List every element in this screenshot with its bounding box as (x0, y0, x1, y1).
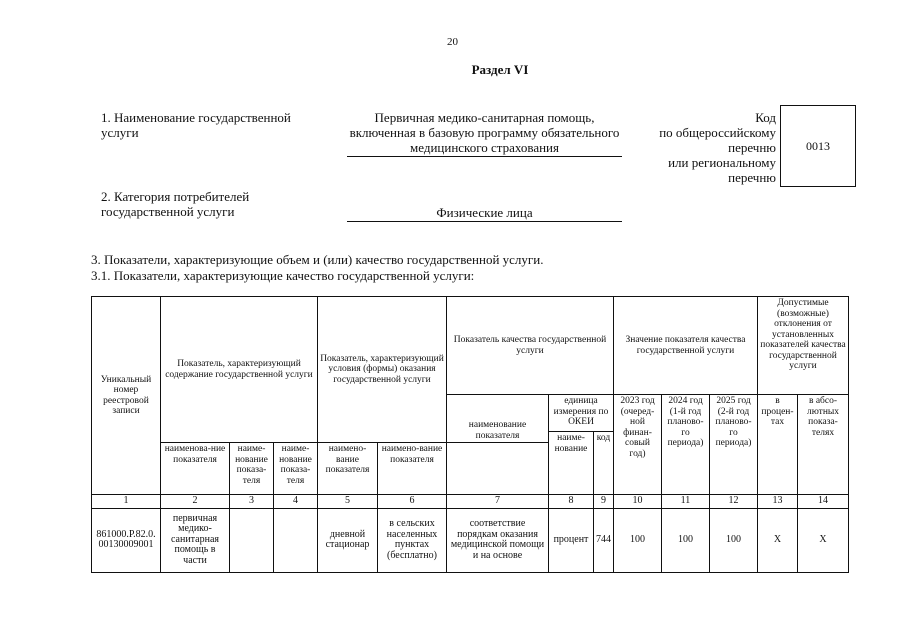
col-number: 6 (378, 495, 447, 509)
service-name-value: Первичная медико-санитарная помощь, включенная в базовую программу обязательного медицинского страхования (347, 110, 622, 157)
cell-value-2023: 100 (614, 508, 662, 572)
cell-unit-name: процент (549, 508, 594, 572)
header-sub-name-5: наимено-вание показателя (318, 443, 378, 495)
consumer-category-label: 2. Категория потребителей государственной услуги (101, 189, 250, 219)
header-indicator-name-cont (447, 443, 549, 495)
header-indicator-name: наименование показателя (447, 395, 549, 443)
header-year-2025: 2025 год (2-й год планово-го периода) (710, 395, 758, 495)
header-absolute: в абсо-лютных показа-телях (798, 395, 849, 495)
col-number: 9 (594, 495, 614, 509)
table-row (92, 508, 849, 572)
col-number: 7 (447, 495, 549, 509)
header-unit-name: наиме-нование (549, 432, 594, 495)
consumer-category-value: Физические лица (347, 205, 622, 222)
cell-unit-code: 744 (594, 508, 614, 572)
col-number: 3 (230, 495, 274, 509)
cell-value-2024: 100 (662, 508, 710, 572)
cell-content-3 (274, 508, 318, 572)
header-conditions-indicator: Показатель, характеризующий условия (формы) оказания государственной услуги (318, 297, 447, 443)
heading-3-1: 3.1. Показатели, характеризующие качество государственной услуги: (91, 268, 475, 283)
header-year-2023: 2023 год (очеред-ной финан-совый год) (614, 395, 662, 495)
header-okei-unit: единица измерения по ОКЕИ (549, 395, 614, 432)
col-number: 4 (274, 495, 318, 509)
code-value: 0013 (806, 138, 830, 153)
col-number: 5 (318, 495, 378, 509)
header-allowed-deviation: Допустимые (возможные) отклонения от установленных показателей качества государственной услуги (758, 297, 849, 395)
quality-indicators-table (91, 296, 849, 573)
header-percent: в процен-тах (758, 395, 798, 495)
col-number: 13 (758, 495, 798, 509)
header-sub-name-3: наиме-нование показа-теля (274, 443, 318, 495)
header-content-indicator: Показатель, характеризующий содержание государственной услуги (161, 297, 318, 443)
col-number: 8 (549, 495, 594, 509)
service-name-label: 1. Наименование государственной услуги (101, 110, 291, 140)
code-label-line: перечню (728, 170, 776, 185)
code-box (780, 105, 856, 187)
col-number: 2 (161, 495, 230, 509)
heading-3: 3. Показатели, характеризующие объем и (или) качество государственной услуги. (91, 252, 544, 267)
cell-condition-2: в сельских населенных пунктах (бесплатно) (378, 508, 447, 572)
page-number: 20 (447, 36, 458, 48)
cell-condition-1: дневной стационар (318, 508, 378, 572)
code-label-line: по общероссийскому (659, 125, 776, 140)
cell-value-2025: 100 (710, 508, 758, 572)
col-number: 10 (614, 495, 662, 509)
col-number: 12 (710, 495, 758, 509)
cell-content-2 (230, 508, 274, 572)
cell-deviation-percent: Х (758, 508, 798, 572)
section-title: Раздел VI (471, 62, 529, 77)
header-sub-name-6: наимено-вание показателя (378, 443, 447, 495)
col-number: 11 (662, 495, 710, 509)
indicators-heading (91, 252, 791, 284)
header-unique-number: Уникальный номер реестровой записи (92, 297, 161, 495)
cell-registry-number: 861000.Р.82.0.00130009001 (92, 508, 161, 572)
code-label-line: перечню (728, 140, 776, 155)
header-quality-indicator: Показатель качества государственной услуги (447, 297, 614, 395)
header-quality-values: Значение показателя качества государственной услуги (614, 297, 758, 395)
col-number: 14 (798, 495, 849, 509)
header-unit-code: код (594, 432, 614, 495)
col-number: 1 (92, 495, 161, 509)
cell-indicator-name: соответствие порядкам оказания медицинской помощи и на основе (447, 508, 549, 572)
code-label-line: или региональному (668, 155, 776, 170)
code-label (608, 110, 776, 185)
header-year-2024: 2024 год (1-й год планово-го периода) (662, 395, 710, 495)
header-sub-name-2: наиме-нование показа-теля (230, 443, 274, 495)
header-sub-name-1: наименова-ние показателя (161, 443, 230, 495)
cell-content-1: первичная медико-санитарная помощь в части (161, 508, 230, 572)
code-label-line: Код (755, 110, 776, 125)
cell-deviation-absolute: Х (798, 508, 849, 572)
